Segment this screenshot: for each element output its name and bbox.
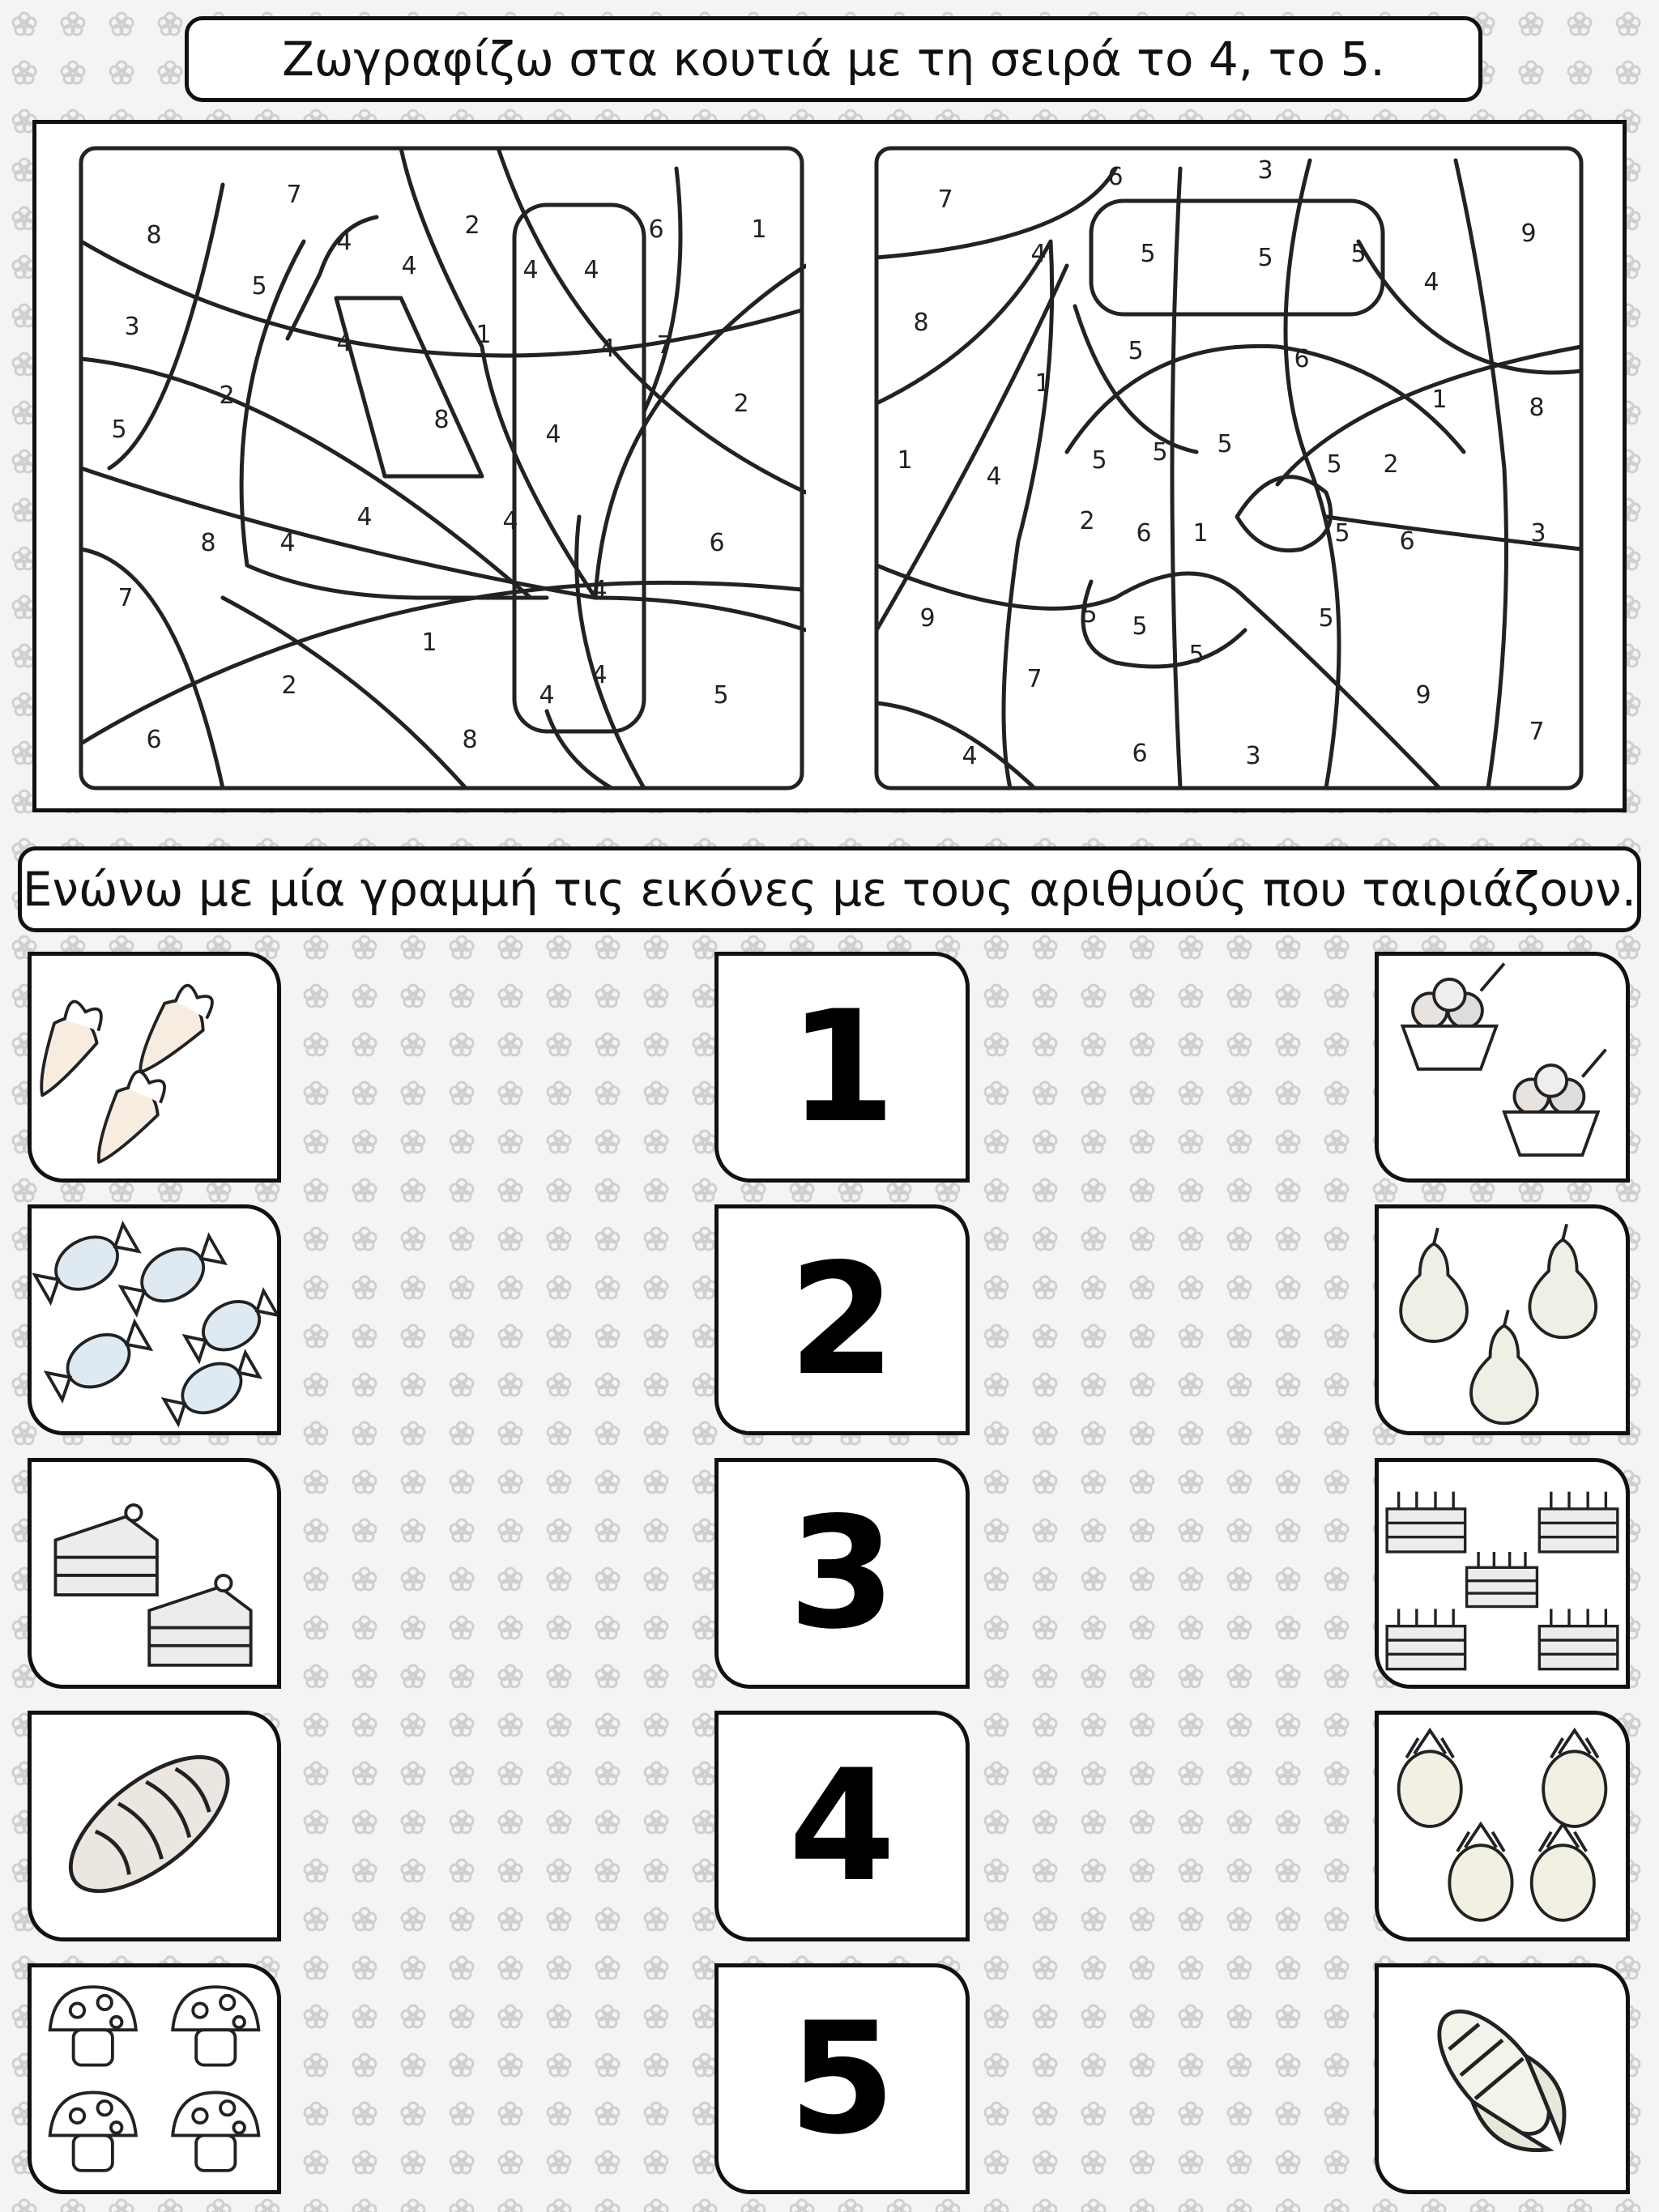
region-number: 2	[281, 671, 297, 700]
region-number: 4	[986, 462, 1002, 491]
mushrooms-icon	[32, 1967, 277, 2190]
region-number: 4	[522, 256, 539, 284]
region-number: 8	[913, 309, 929, 337]
number-card-4[interactable]: 4	[714, 1711, 970, 1941]
region-number: 4	[1030, 240, 1047, 268]
region-number: 9	[1415, 681, 1431, 710]
carrots-icon	[32, 956, 277, 1178]
region-number: 4	[336, 228, 352, 256]
region-number: 7	[937, 185, 953, 214]
picture-card-cake-slices[interactable]	[28, 1458, 281, 1689]
region-number: 6	[709, 529, 725, 557]
region-number: 3	[1245, 742, 1261, 770]
region-number: 5	[1326, 450, 1342, 479]
picture-card-candies[interactable]	[28, 1204, 281, 1435]
picture-card-pineapples[interactable]	[1375, 1711, 1630, 1941]
cake-slices-icon	[32, 1462, 277, 1685]
region-number: 5	[1091, 446, 1107, 475]
region-number: 4	[1423, 268, 1439, 296]
region-number: 4	[356, 503, 373, 531]
picture-card-birthday-cakes[interactable]	[1375, 1458, 1630, 1689]
color-by-number-puzzle-right[interactable]	[872, 144, 1585, 792]
ice-cream-cups-icon	[1379, 956, 1626, 1178]
region-number: 7	[1529, 718, 1545, 746]
region-number: 5	[1152, 438, 1168, 467]
region-number: 1	[897, 446, 913, 475]
color-by-number-puzzle-left[interactable]	[77, 144, 806, 792]
region-number: 7	[656, 331, 672, 360]
region-number: 4	[401, 252, 417, 280]
region-number: 6	[1136, 519, 1152, 548]
region-number: 4	[591, 576, 608, 604]
region-number: 2	[219, 381, 235, 410]
color-by-number-panel	[32, 120, 1627, 812]
region-number: 5	[111, 416, 127, 444]
region-number: 5	[1257, 244, 1273, 272]
region-number: 4	[545, 420, 561, 449]
region-number: 5	[251, 272, 267, 300]
region-number: 1	[1034, 369, 1051, 398]
region-number: 5	[1217, 430, 1233, 458]
region-number: 2	[733, 390, 749, 418]
pineapples-icon	[1379, 1715, 1626, 1937]
region-number: 5	[1081, 600, 1098, 629]
region-number: 1	[476, 321, 492, 349]
region-number: 5	[1128, 337, 1144, 365]
region-number: 1	[1431, 386, 1448, 414]
region-number: 4	[502, 507, 518, 535]
region-number: 8	[462, 726, 478, 754]
region-number: 6	[648, 215, 664, 244]
picture-card-corn[interactable]	[1375, 1963, 1630, 2194]
region-number: 3	[1257, 156, 1273, 185]
region-number: 7	[286, 181, 302, 209]
region-number: 4	[539, 681, 555, 710]
coloring-instruction-title: Ζωγραφίζω στα κουτιά με τη σειρά το 4, το 5.	[185, 16, 1482, 102]
picture-card-mushrooms[interactable]	[28, 1963, 281, 2194]
region-number: 3	[1530, 519, 1546, 548]
region-number: 4	[599, 335, 616, 363]
region-number: 5	[1140, 240, 1156, 268]
region-number: 8	[146, 221, 162, 249]
picture-card-ice-cream[interactable]	[1375, 952, 1630, 1183]
region-number: 6	[1107, 163, 1124, 191]
region-number: 2	[1079, 507, 1095, 535]
region-number: 5	[1318, 604, 1334, 633]
region-number: 4	[583, 256, 599, 284]
region-number: 3	[124, 313, 140, 341]
region-number: 7	[117, 584, 134, 612]
region-number: 5	[1350, 240, 1367, 268]
picture-card-pears[interactable]	[1375, 1204, 1630, 1435]
region-number: 4	[962, 742, 978, 770]
number-card-2[interactable]: 2	[714, 1204, 970, 1435]
region-number: 5	[1188, 641, 1205, 669]
region-number: 1	[1192, 519, 1209, 548]
corn-icon	[1379, 1967, 1626, 2190]
region-number: 6	[1132, 739, 1148, 768]
region-number: 9	[919, 604, 936, 633]
region-number: 6	[1399, 527, 1415, 556]
bread-icon	[32, 1715, 277, 1937]
number-card-1[interactable]: 1	[714, 952, 970, 1183]
number-card-3[interactable]: 3	[714, 1458, 970, 1689]
region-number: 4	[591, 661, 608, 689]
region-number: 8	[1529, 394, 1545, 422]
region-number: 5	[1132, 612, 1148, 641]
region-number: 8	[433, 406, 450, 434]
region-number: 1	[751, 215, 767, 244]
picture-card-carrots[interactable]	[28, 952, 281, 1183]
picture-card-bread[interactable]	[28, 1711, 281, 1941]
candies-icon	[32, 1208, 277, 1431]
matching-instruction-title: Ενώνω με μία γραμμή τις εικόνες με τους αριθμούς που ταιριάζουν.	[18, 846, 1641, 932]
region-number: 8	[200, 529, 216, 557]
pears-icon	[1379, 1208, 1626, 1431]
region-number: 2	[1383, 450, 1399, 479]
region-number: 4	[336, 329, 352, 357]
birthday-cakes-icon	[1379, 1462, 1626, 1685]
region-number: 4	[279, 529, 296, 557]
region-number: 2	[464, 211, 480, 240]
region-number: 5	[1334, 519, 1350, 548]
region-number: 7	[1026, 665, 1043, 693]
number-card-5[interactable]: 5	[714, 1963, 970, 2194]
region-number: 6	[1294, 345, 1310, 373]
region-number: 9	[1520, 219, 1537, 248]
region-number: 1	[421, 629, 437, 657]
region-number: 6	[146, 726, 162, 754]
region-number: 5	[713, 681, 729, 710]
